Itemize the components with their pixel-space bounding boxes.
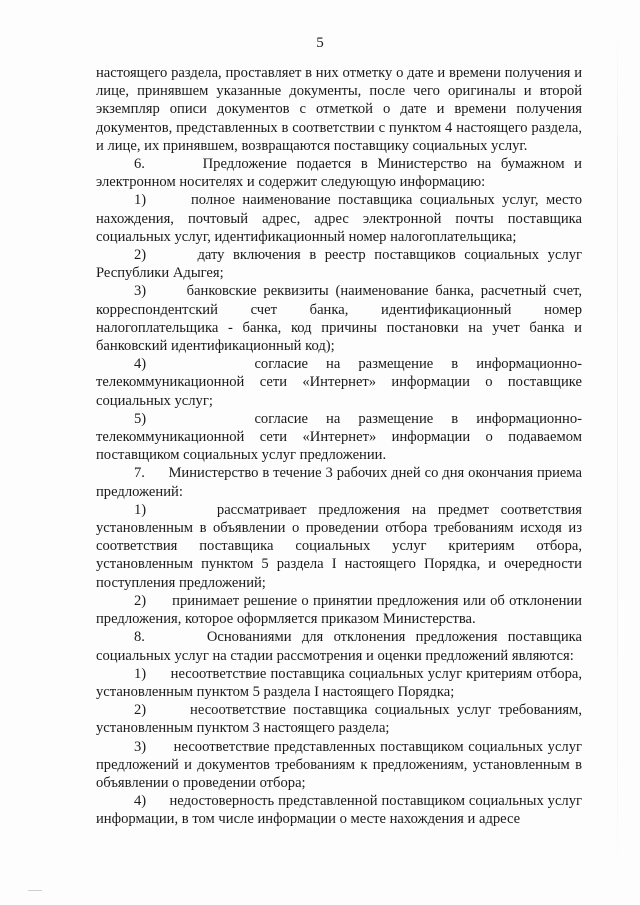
page-number: 5 [316, 35, 324, 51]
paragraph-item-7: 7. Министерство в течение 3 рабочих дней со дня окончания приема предложений: [96, 465, 582, 500]
paragraph-6-subitem-2: 2) дату включения в реестр поставщиков социальных услуг Республики Адыгея; [96, 247, 582, 282]
paragraph-6-subitem-1: 1) полное наименование поставщика социальных услуг, место нахождения, почтовый адрес, адрес электронной почты поставщика социальных услуг, идентификационный номер налогоплательщика; [96, 192, 582, 245]
scan-edge-shadow [617, 0, 618, 905]
paragraph-8-subitem-4: 4) недостоверность представленной поставщиком социальных услуг информации, в том числе информации о месте нахождения и адресе [96, 793, 582, 828]
document-body [96, 64, 582, 829]
paragraph-6-subitem-5: 5) согласие на размещение в информационно-телекоммуникационной сети «Интернет» информации о подаваемом поставщиком социальных услуг предложении. [96, 410, 582, 464]
paragraph-6-subitem-4: 4) согласие на размещение в информационно-телекоммуникационной сети «Интернет» информации о поставщике социальных услуг; [96, 356, 582, 409]
paragraph-8-subitem-1: 1) несоответствие поставщика социальных услуг критериям отбора, установленным пунктом 5 раздела I настоящего Порядка; [96, 665, 582, 700]
paragraph-7-subitem-2: 2) принимает решение о принятии предложения или об отклонении предложения, которое оформляется приказом Министерства. [96, 592, 582, 628]
paragraph-7-subitem-1: 1) рассматривает предложения на предмет соответствия установленным в объявлении о проведении отбора требованиям исходя из соответствия поставщика социальных услуг критериям отбора, установленным пунктом 5 раздела I настоящего Порядка, и очередности поступления предложений; [96, 501, 582, 591]
paragraph-item-8: 8. Основаниями для отклонения предложения поставщика социальных услуг на стадии рассмотрения и оценки предложений являются: [96, 629, 582, 664]
paragraph-6-subitem-3: 3) банковские реквизиты (наименование банка, расчетный счет, корреспондентский счет банка, идентификационный номер налогоплательщика - банка, код причины постановки на учет банка и банковский идентификационный код); [96, 283, 582, 355]
paragraph-item-6: 6. Предложение подается в Министерство на бумажном и электронном носителях и содержит следующую информацию: [96, 156, 582, 191]
paragraph-8-subitem-3: 3) несоответствие представленных поставщиком социальных услуг предложений и документов требованиям к предложениям, установленным в объявлении о проведении отбора; [96, 738, 582, 791]
paragraph-continuation: настоящего раздела, проставляет в них отметку о дате и времени получения и лице, принявшем указанные документы, после чего оригиналы и второй экземпляр описи документов с отметкой о дате и времени получения документов, представленных в соответствии с пунктом 4 настоящего раздела, и лице, их принявшем, возвращаются поставщику социальных услуг. [96, 65, 582, 154]
paragraph-8-subitem-2: 2) несоответствие поставщика социальных услуг требованиям, установленным пунктом 3 настоящего раздела; [96, 702, 582, 737]
scan-corner-mark [28, 890, 42, 891]
